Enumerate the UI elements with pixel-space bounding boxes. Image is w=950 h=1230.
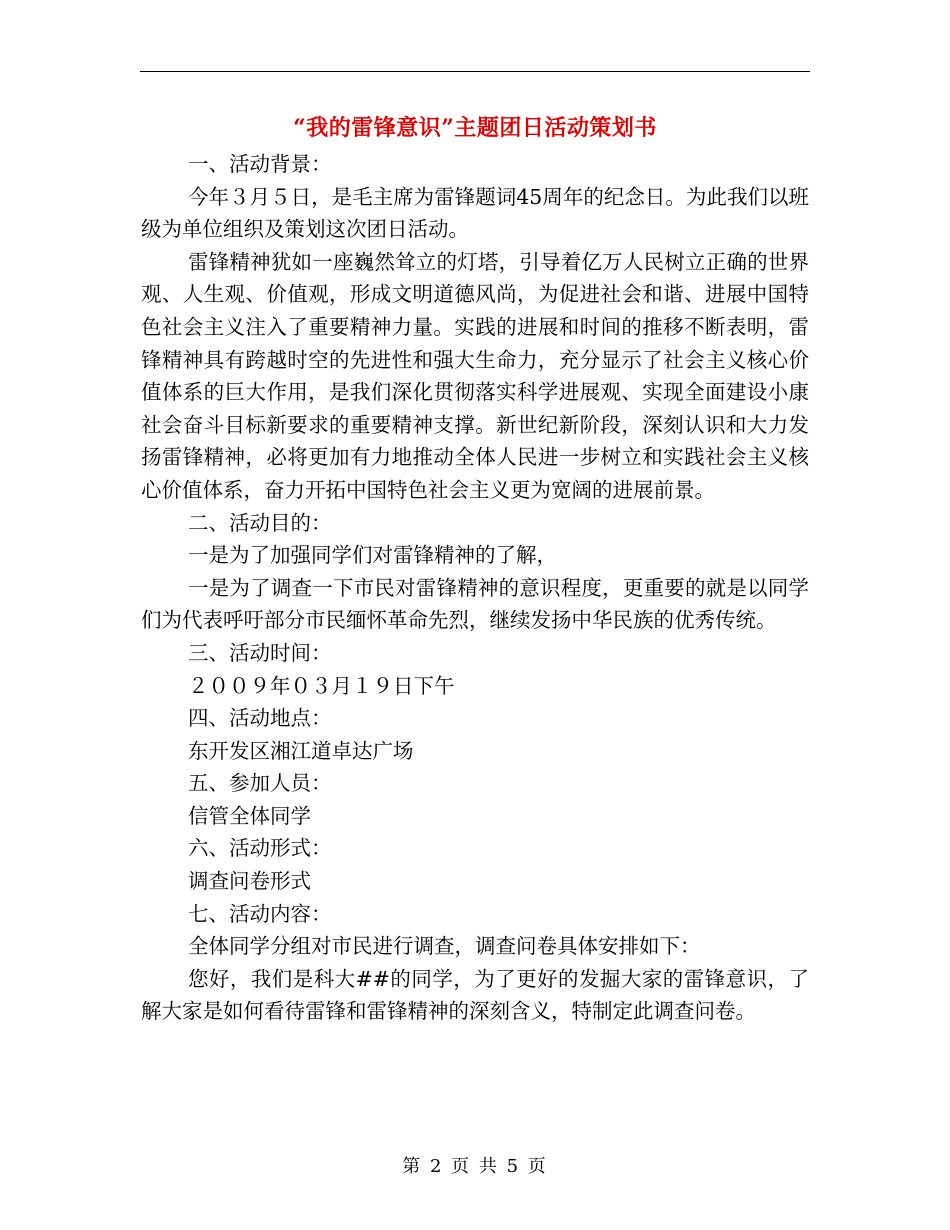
paragraph-content-intro: 全体同学分组对市民进行调查，调查问卷具体安排如下： <box>188 934 701 959</box>
paragraph-purpose-2: 一是为了调查一下市民对雷锋精神的意识程度，更重要的就是以同学们为代表呼吁部分市民缅怀革命先烈，继续发扬中华民族的优秀传统。 <box>141 575 809 633</box>
header-rule <box>140 71 810 72</box>
paragraph-format: 调查问卷形式 <box>188 869 311 894</box>
paragraph-participants: 信管全体同学 <box>188 803 311 828</box>
document-body <box>141 148 809 1028</box>
document-title: “我的雷锋意识”主题团日活动策划书 <box>293 115 657 141</box>
paragraph-purpose-1: 一是为了加强同学们对雷锋精神的了解， <box>188 543 557 568</box>
section-heading-location: 四、活动地点： <box>188 706 332 731</box>
section-heading-content: 七、活动内容： <box>188 901 332 926</box>
section-heading-format: 六、活动形式： <box>188 836 332 861</box>
section-heading-background: 一、活动背景： <box>188 152 332 176</box>
section-heading-participants: 五、参加人员： <box>188 771 332 796</box>
section-heading-time: 三、活动时间： <box>188 640 332 665</box>
paragraph-time: ２００９年０３月１９日下午 <box>188 673 455 698</box>
paragraph-location: 东开发区湘江道卓达广场 <box>188 738 414 763</box>
paragraph-leifeng-spirit: 雷锋精神犹如一座巍然耸立的灯塔，引导着亿万人民树立正确的世界观、人生观、价值观，形成文明道德风尚，为促进社会和谐、进展中国特色社会主义注入了重要精神力量。实践的进展和时间的推移不断表明，雷锋精神具有跨越时空的先进性和强大生命力，充分显示了社会主义核心价值体系的巨大作用，是我们深化贯彻落实科学进展观、实现全面建设小康社会奋斗目标新要求的重要精神支撑。新世纪新阶段，深刻认识和大力发扬雷锋精神，必将更加有力地推动全体人民进一步树立和实践社会主义核心价值体系，奋力开拓中国特色社会主义更为宽阔的进展前景。 <box>141 249 809 502</box>
page-number: 第 2 页 共 5 页 <box>402 1156 548 1177</box>
paragraph-background-intro: 今年３月５日，是毛主席为雷锋题词45周年的纪念日。为此我们以班级为单位组织及策划这次团日活动。 <box>141 184 809 242</box>
paragraph-survey-greeting: 您好，我们是科大##的同学，为了更好的发掘大家的雷锋意识，了解大家是如何看待雷锋和雷锋精神的深刻含义，特制定此调查问卷。 <box>141 966 809 1024</box>
section-heading-purpose: 二、活动目的： <box>188 510 332 535</box>
